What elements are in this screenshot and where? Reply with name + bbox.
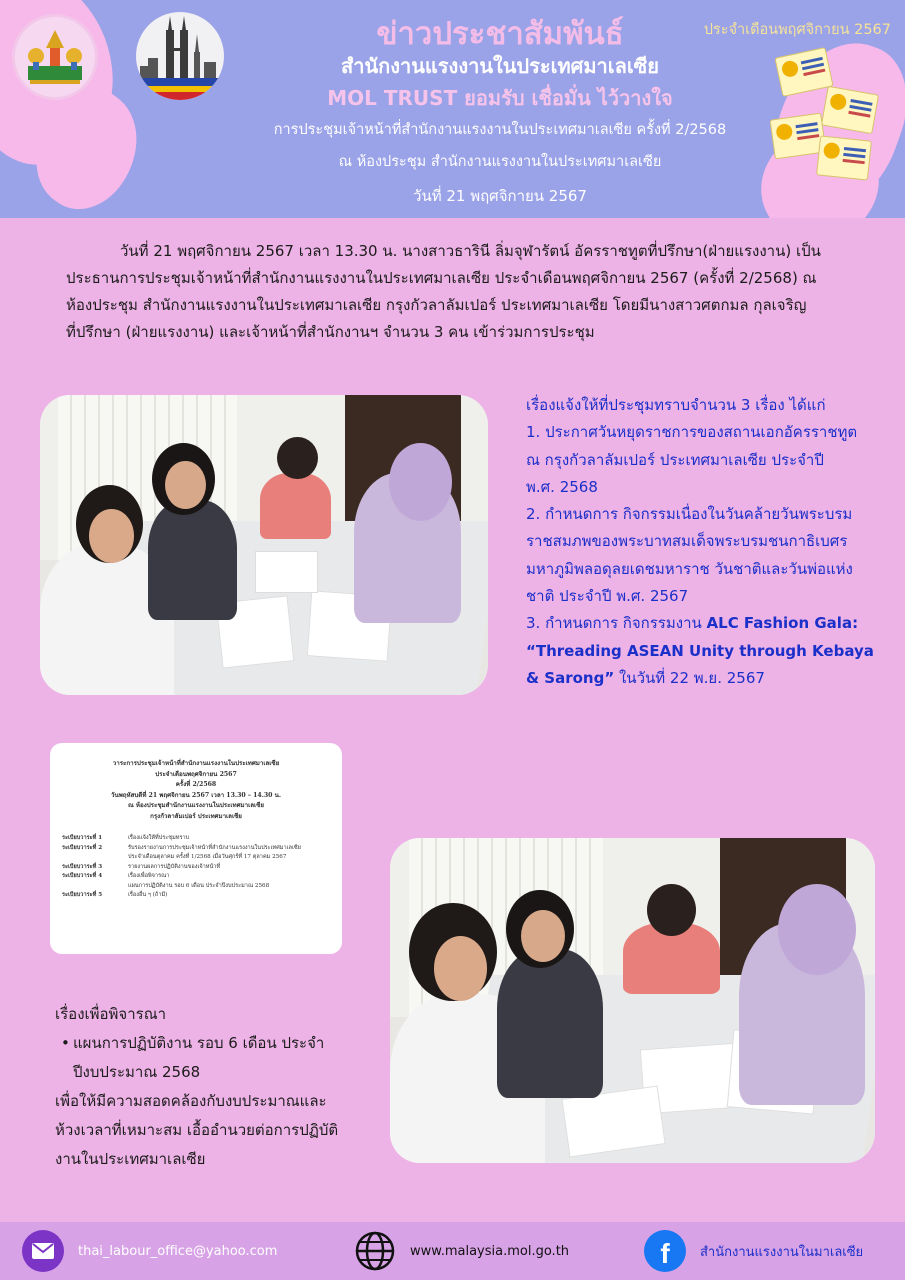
doc-city: กรุงกัวลาลัมเปอร์ ประเทศมาเลเซีย bbox=[150, 812, 242, 820]
announcement-list bbox=[526, 392, 876, 692]
consideration-line: ห้วงเวลาที่เหมาะสม เอื้ออำนวยต่อการปฏิบัติ bbox=[55, 1121, 339, 1139]
meeting-date: วันที่ 21 พฤศจิกายน 2567 bbox=[413, 187, 587, 205]
intro-paragraph bbox=[66, 238, 846, 346]
header-banner bbox=[0, 0, 905, 218]
doc-row: ระเบียบวาระที่ 2 รับรองรายงานการประชุมเจ้าหน้าที่สำนักงานแรงงานในประเทศมาเลเซีย bbox=[62, 844, 301, 851]
announcement-line bbox=[526, 665, 876, 692]
consideration-heading: เรื่องเพื่อพิจารณา bbox=[55, 1005, 167, 1023]
doc-subtitle: ประจำเดือนพฤศจิกายน 2567 bbox=[155, 770, 237, 778]
announcement-line: ณ กรุงกัวลาลัมเปอร์ ประเทศมาเลเซีย ประจำปี bbox=[526, 450, 824, 469]
email-icon bbox=[22, 1230, 64, 1272]
doc-row: ระเบียบวาระที่ 1 เรื่องแจ้งให้ที่ประชุมทราบ bbox=[62, 835, 190, 841]
intro-line: วันที่ 21 พฤศจิกายน 2567 เวลา 13.30 น. นางสาวธารินี ลิ่มจุฬารัตน์ อัครราชทูตที่ปรึกษา(ฝ่ายแรงงาน) เป็น bbox=[120, 242, 821, 260]
announcement-line: พ.ศ. 2568 bbox=[526, 477, 598, 496]
announcement-line: 2. กำหนดการ กิจกรรมเนื่องในวันคล้ายวันพระบรม bbox=[526, 505, 853, 524]
doc-row: ระเบียบวาระที่ 5 เรื่องอื่น ๆ (ถ้ามี) bbox=[62, 892, 168, 898]
office-name: สำนักงานแรงงานในประเทศมาเลเซีย bbox=[341, 54, 659, 78]
consideration-bullet-cont: ปีงบประมาณ 2568 bbox=[73, 1063, 201, 1081]
item3-suffix: ในวันที่ 22 พ.ย. 2567 bbox=[614, 668, 765, 687]
doc-venue: ณ ห้องประชุมสำนักงานแรงงานในประเทศมาเลเซีย bbox=[128, 802, 264, 809]
consideration-bullet: • แผนการปฏิบัติงาน รอบ 6 เดือน ประจำ bbox=[55, 1029, 385, 1058]
consideration-section bbox=[55, 1000, 385, 1174]
facebook-page-name[interactable]: สำนักงานแรงงานในมาเลเซีย bbox=[700, 1244, 864, 1260]
meeting-room: ณ ห้องประชุม สำนักงานแรงงานในประเทศมาเลเซีย bbox=[338, 154, 662, 170]
meeting-title: การประชุมเจ้าหน้าที่สำนักงานแรงงานในประเทศมาเลเซีย ครั้งที่ 2/2568 bbox=[273, 122, 727, 138]
doc-row: ประจำเดือนตุลาคม ครั้งที่ 1/2568 เมื่อวันศุกร์ที่ 17 ตุลาคม 2567 bbox=[128, 854, 287, 860]
issue-month: ประจำเดือนพฤศจิกายน 2567 bbox=[703, 22, 891, 38]
doc-title: วาระการประชุมเจ้าหน้าที่สำนักงานแรงงานในประเทศมาเลเซีย bbox=[112, 760, 280, 767]
consideration-line: งานในประเทศมาเลเซีย bbox=[55, 1150, 206, 1168]
doc-row: แผนการปฏิบัติงาน รอบ 6 เดือน ประจำปีงบประมาณ 2568 bbox=[128, 882, 270, 889]
intro-line: ประธานการประชุมเจ้าหน้าที่สำนักงานแรงงานในประเทศมาเลเซีย ประจำเดือนพฤศจิกายน 2567 (ครั้งที่ 2/2568) ณ bbox=[66, 269, 817, 287]
footer-facebook[interactable] bbox=[644, 1230, 863, 1272]
footer-website[interactable] bbox=[354, 1230, 569, 1272]
royal-seal-logo bbox=[12, 14, 98, 100]
announcement-line: ราชสมภพของพระบาทสมเด็จพระบรมชนกาธิเบศร bbox=[526, 532, 848, 551]
item3-event-name-end: & Sarong” bbox=[526, 668, 615, 687]
doc-datetime: วันพฤหัสบดีที่ 21 พฤศจิกายน 2567 เวลา 13.30 – 14.30 น. bbox=[110, 791, 281, 799]
announcement-line: 1. ประกาศวันหยุดราชการของสถานเอกอัครราชทูต bbox=[526, 423, 858, 442]
item3-event-name: ALC Fashion Gala: bbox=[706, 614, 859, 633]
email-address[interactable]: thai_labour_office@yahoo.com bbox=[78, 1243, 278, 1259]
intro-line: ห้องประชุม สำนักงานแรงงานในประเทศมาเลเซีย กรุงกัวลาลัมเปอร์ ประเทศมาเลเซีย โดยมีนางสาวศตกมล กุลเจริญ bbox=[66, 296, 807, 314]
announcement-line bbox=[526, 610, 876, 637]
announcement-heading: เรื่องแจ้งให้ที่ประชุมทราบจำนวน 3 เรื่อง ได้แก่ bbox=[526, 396, 826, 414]
facebook-icon: f bbox=[644, 1230, 686, 1272]
item3-prefix: 3. กำหนดการ กิจกรรมงาน bbox=[526, 614, 707, 633]
publicity-leaflets-image bbox=[768, 52, 880, 182]
agenda-document-image bbox=[50, 743, 342, 954]
intro-line: ที่ปรึกษา (ฝ่ายแรงงาน) และเจ้าหน้าที่สำนักงานฯ จำนวน 3 คน เข้าร่วมการประชุม bbox=[66, 323, 595, 341]
footer-email[interactable] bbox=[22, 1230, 277, 1272]
globe-icon bbox=[354, 1230, 396, 1272]
consideration-line: เพื่อให้มีความสอดคล้องกับงบประมาณและ bbox=[55, 1092, 327, 1110]
meeting-photo-1 bbox=[40, 395, 488, 695]
doc-row: ระเบียบวาระที่ 3 รายงานผลการปฏิบัติงานของเจ้าหน้าที่ bbox=[62, 863, 221, 870]
slogan: MOL TRUST ยอมรับ เชื่อมั่น ไว้วางใจ bbox=[327, 86, 673, 110]
announcement-line: ชาติ ประจำปี พ.ศ. 2567 bbox=[526, 587, 689, 606]
doc-row: ระเบียบวาระที่ 4 เรื่องเพื่อพิจารณา bbox=[62, 873, 170, 879]
kuala-lumpur-skyline-logo bbox=[136, 12, 224, 100]
announcement-line: มหาภูมิพลอดุลยเดชมหาราช วันชาติและวันพ่อแห่ง bbox=[526, 559, 853, 578]
meeting-photo-2 bbox=[390, 838, 875, 1163]
announcement-line: “Threading ASEAN Unity through Kebaya bbox=[526, 641, 874, 660]
doc-session: ครั้งที่ 2/2568 bbox=[175, 781, 217, 788]
page-title: ข่าวประชาสัมพันธ์ bbox=[376, 16, 624, 52]
website-url[interactable]: www.malaysia.mol.go.th bbox=[410, 1243, 570, 1259]
